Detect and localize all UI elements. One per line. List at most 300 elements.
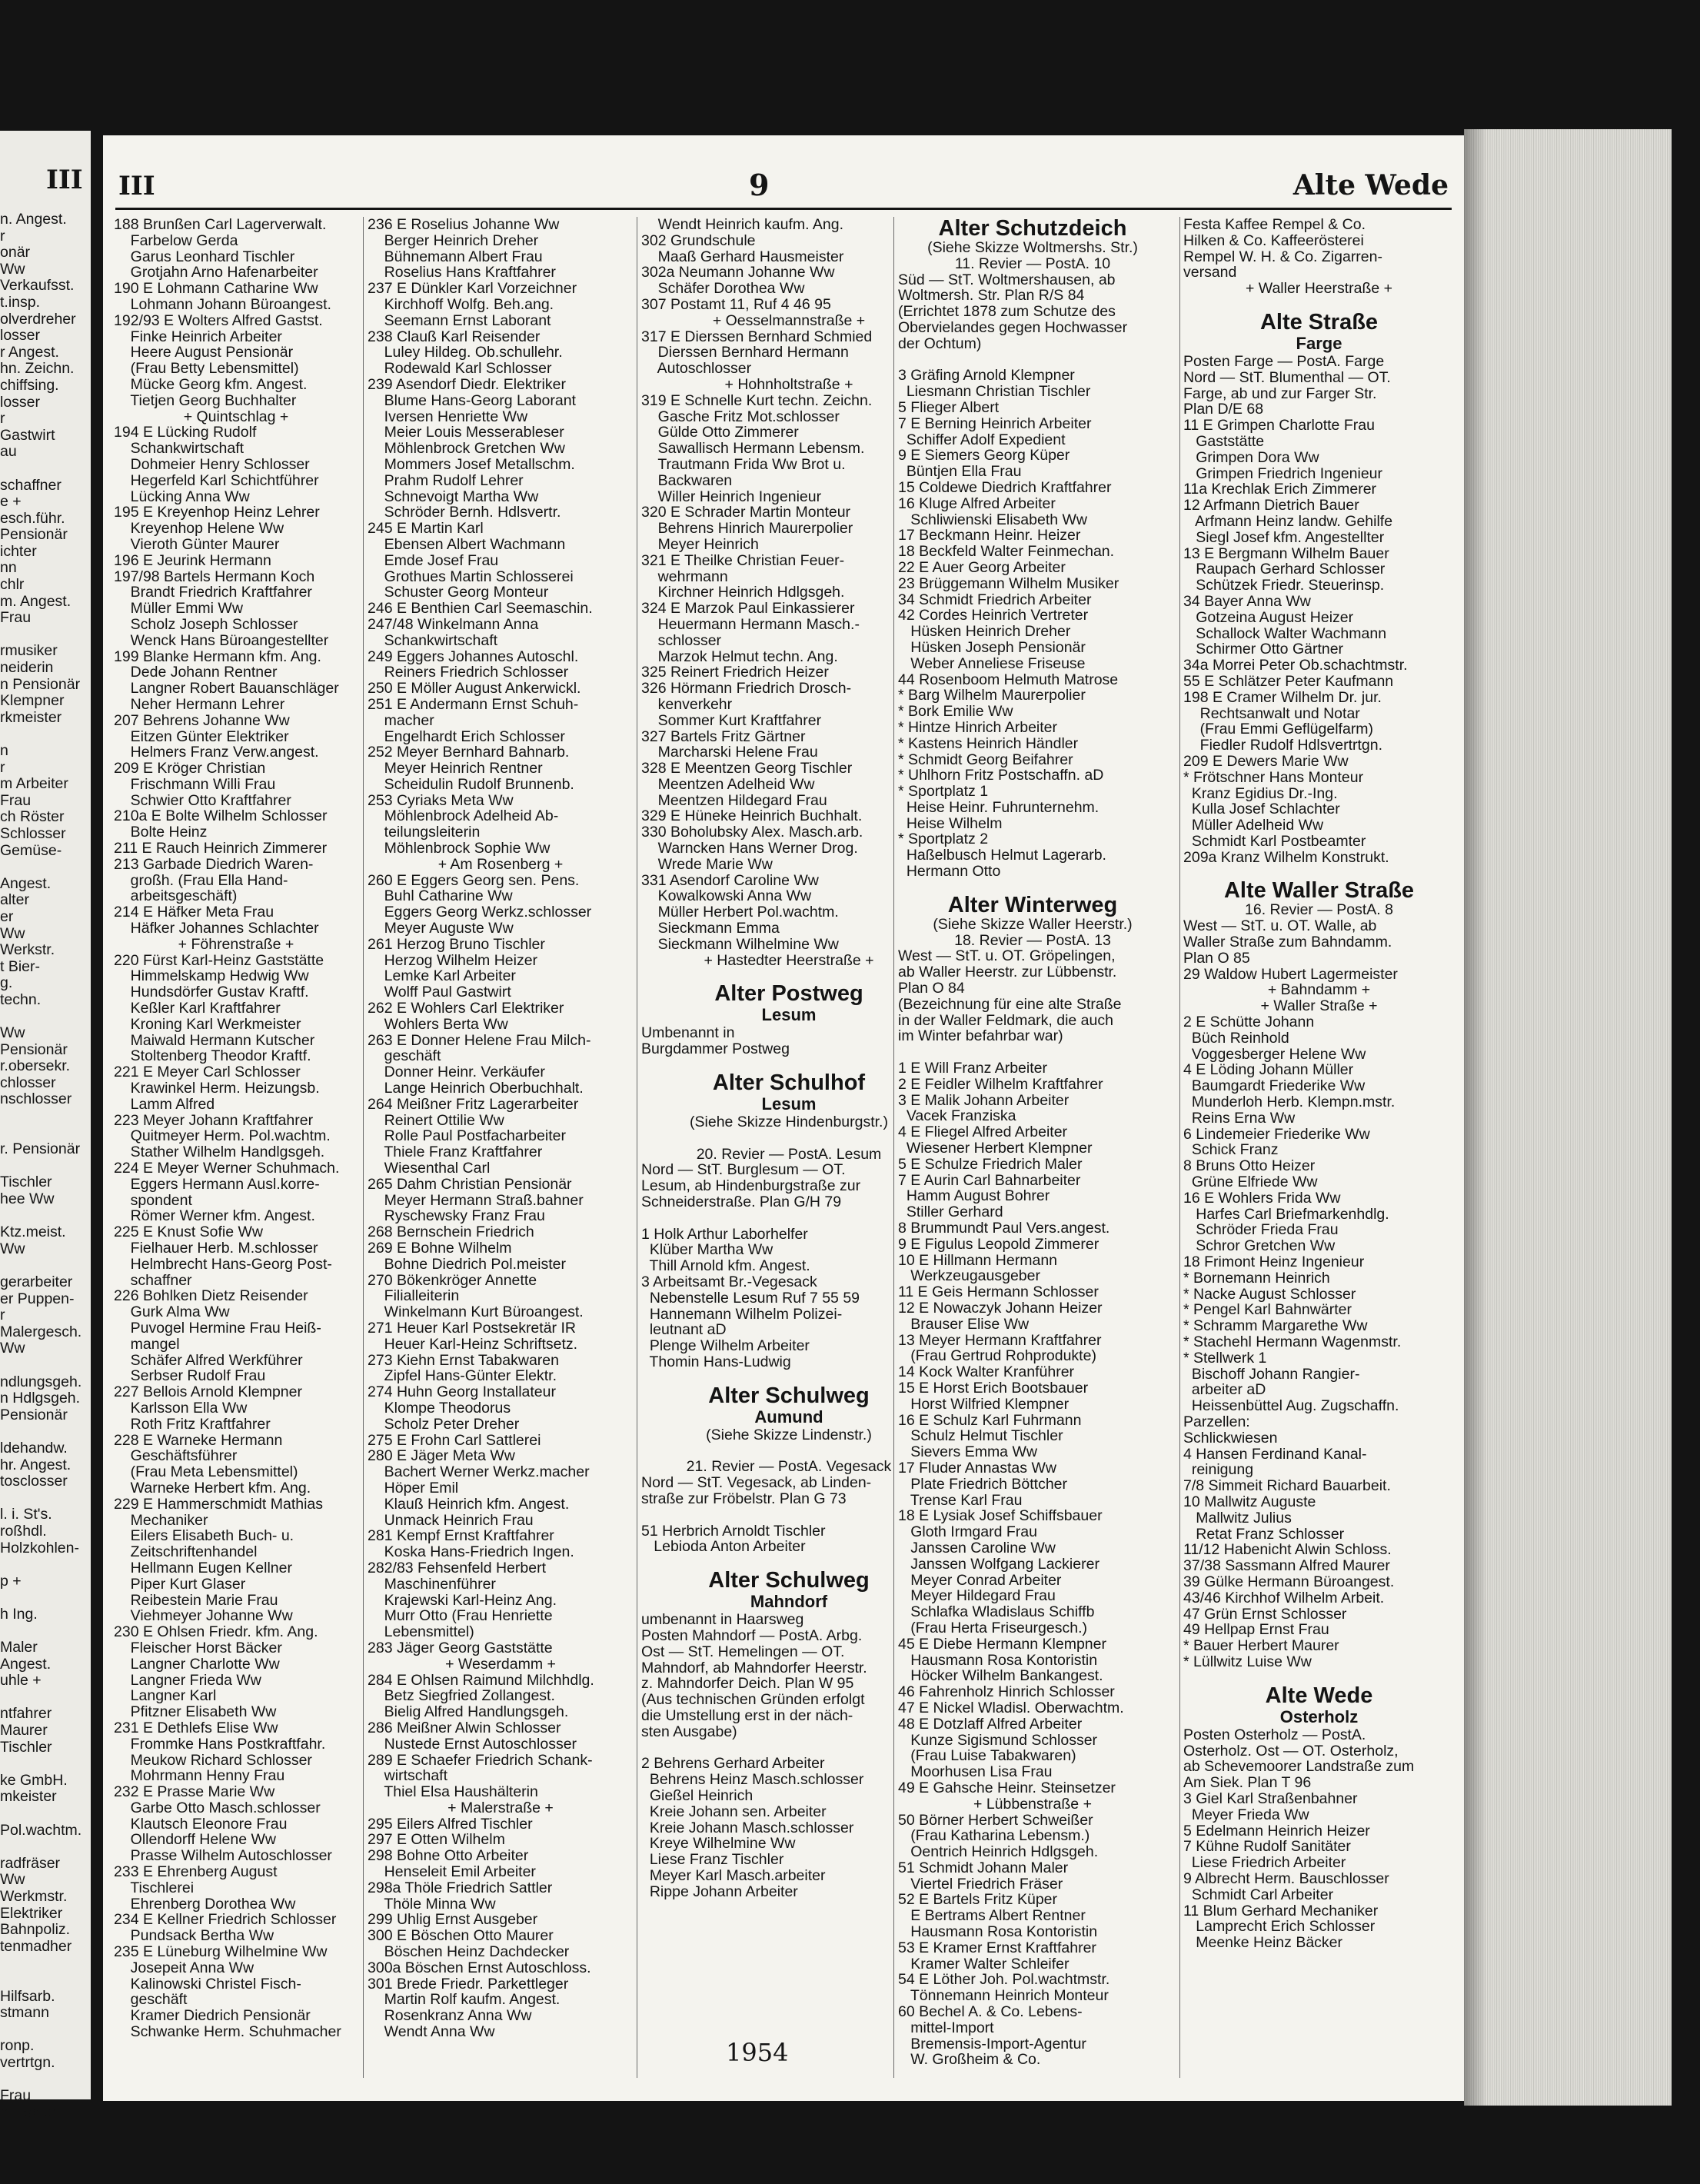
previous-page bbox=[0, 131, 91, 2121]
entry-line: 262 E Wohlers Carl Elektriker bbox=[368, 1000, 564, 1017]
previous-page-line: p + bbox=[0, 1572, 22, 1590]
entry-line: 188 Brunßen Carl Lagerverwalt. bbox=[114, 216, 327, 233]
entry-line: großh. (Frau Ella Hand- bbox=[114, 871, 288, 889]
entry-line: (Frau Katharina Lebensm.) bbox=[898, 1827, 1090, 1845]
previous-page-line bbox=[0, 461, 82, 478]
entry-line: 16. Revier — PostA. 8 bbox=[1245, 901, 1393, 919]
entry-line: Unmack Heinrich Frau bbox=[368, 1511, 534, 1529]
alte-waller-strasse-heading: Alte Waller Straße bbox=[1223, 878, 1415, 904]
entry-line: 236 E Roselius Johanne Ww bbox=[368, 216, 560, 233]
entry-line: 16 E Wohlers Frida Ww bbox=[1183, 1189, 1341, 1207]
previous-page-line: Tischler bbox=[0, 1738, 52, 1756]
entry-line: Gotzeina August Heizer bbox=[1183, 608, 1354, 626]
entry-line: 228 E Warneke Hermann bbox=[114, 1431, 283, 1449]
entry-line: Reiners Friedrich Schlosser bbox=[368, 664, 569, 681]
entry-line: Ost — StT. Hemelingen — OT. bbox=[641, 1643, 845, 1660]
entry-line: 234 E Kellner Friedrich Schlosser bbox=[114, 1911, 337, 1929]
entry-line: Wendt Heinrich kaufm. Ang. bbox=[641, 216, 844, 233]
entry-line: 214 E Häfker Meta Frau bbox=[114, 904, 274, 921]
entry-line: schaffner bbox=[114, 1271, 192, 1289]
entry-line: 3 E Malik Johann Arbeiter bbox=[898, 1091, 1070, 1109]
entry-line: 209a Kranz Wilhelm Konstrukt. bbox=[1183, 848, 1389, 866]
entry-line: z. Mahndorfer Deich. Plan W 95 bbox=[641, 1675, 854, 1693]
entry-line: Mahndorf, ab Mahndorfer Heerstr. bbox=[641, 1659, 867, 1676]
entry-line: Meentzen Adelheid Ww bbox=[641, 775, 815, 793]
entry-line: * Lüllwitz Luise Ww bbox=[1183, 1653, 1312, 1670]
entry-line: * Bork Emilie Ww bbox=[898, 703, 1013, 721]
entry-line: 307 Postamt 11, Ruf 4 46 95 bbox=[641, 295, 831, 313]
entry-line: Josepeit Anna Ww bbox=[114, 1959, 255, 1976]
entry-line: Scheidulin Rudolf Brunnenb. bbox=[368, 775, 574, 793]
entry-line: 16 Kluge Alfred Arbeiter bbox=[898, 494, 1056, 512]
entry-line: Plan O 84 bbox=[898, 980, 965, 997]
entry-line: Grothues Martin Schlosserei bbox=[368, 568, 574, 585]
entry-line: mangel bbox=[114, 1335, 180, 1353]
previous-page-line: Ww bbox=[0, 260, 25, 278]
entry-line: Dede Johann Rentner bbox=[114, 664, 278, 681]
entry-line: im Winter befahrbar war) bbox=[898, 1027, 1063, 1045]
entry-line: 20. Revier — PostA. Lesum bbox=[696, 1145, 882, 1163]
previous-page-line bbox=[0, 1972, 82, 1989]
entry-line: Waller Straße zum Bahndamm. bbox=[1183, 934, 1392, 951]
previous-page-line: Werkstr. bbox=[0, 941, 55, 959]
entry-line: Trense Karl Frau bbox=[898, 1491, 1023, 1509]
entry-line: Kowalkowski Anna Ww bbox=[641, 887, 812, 905]
entry-line: 302a Neumann Johanne Ww bbox=[641, 264, 835, 281]
entry-line: Bielig Alfred Handlungsgeh. bbox=[368, 1703, 569, 1721]
entry-line: 198 E Cramer Wilhelm Dr. jur. bbox=[1183, 688, 1382, 706]
entry-line: 326 Hörmann Friedrich Drosch- bbox=[641, 680, 852, 697]
column-divider bbox=[363, 217, 364, 2078]
entry-line: 14 Kock Walter Kranführer bbox=[898, 1363, 1075, 1381]
entry-line: 300a Böschen Ernst Autoschloss. bbox=[368, 1959, 591, 1976]
entry-line: Roselius Hans Kraftfahrer bbox=[368, 264, 556, 281]
previous-page-line: rmusiker bbox=[0, 642, 58, 660]
page-number: 9 bbox=[749, 168, 770, 202]
entry-line: Brandt Friedrich Kraftfahrer bbox=[114, 584, 312, 601]
entry-line: Meukow Richard Schlosser bbox=[114, 1751, 312, 1769]
entry-line: arbeiter aD bbox=[1183, 1381, 1266, 1399]
previous-page-line: Maurer bbox=[0, 1722, 48, 1740]
entry-line: * Frötschner Hans Monteur bbox=[1183, 768, 1364, 786]
entry-line: Buhl Catharine Ww bbox=[368, 887, 513, 905]
entry-line: Martin Rolf kaufm. Angest. bbox=[368, 1991, 561, 2009]
entry-line: 8 Brummundt Paul Vers.angest. bbox=[898, 1220, 1110, 1237]
entry-line bbox=[641, 1740, 936, 1756]
entry-line: Bühnemann Albert Frau bbox=[368, 248, 543, 265]
entry-line: Schlickwiesen bbox=[1183, 1429, 1278, 1447]
entry-line: Liese Friedrich Arbeiter bbox=[1183, 1854, 1346, 1872]
previous-page-line: n bbox=[0, 742, 8, 759]
entry-line: 270 Bökenkröger Annette bbox=[368, 1271, 537, 1289]
entry-line: 46 Fahrenholz Hinrich Schlosser bbox=[898, 1683, 1115, 1701]
entry-line: Stather Wilhelm Handlgsgeh. bbox=[114, 1144, 325, 1161]
previous-page-line: Hilfsarb. bbox=[0, 1987, 55, 2005]
entry-line: Posten Farge — PostA. Farge bbox=[1183, 352, 1385, 370]
entry-line: 209 E Kröger Christian bbox=[114, 760, 266, 777]
entry-line: 282/83 Fehsenfeld Herbert bbox=[368, 1559, 546, 1576]
entry-line: Ebensen Albert Wachmann bbox=[368, 535, 566, 553]
entry-line: Tönnemann Heinrich Monteur bbox=[898, 1987, 1109, 2005]
entry-line: Thill Arnold kfm. Angest. bbox=[641, 1257, 810, 1275]
entry-line: Sievers Emma Ww bbox=[898, 1443, 1037, 1461]
previous-page-line: Pensionär bbox=[0, 526, 68, 544]
entry-line: Möhlenbrock Adelheid Ab- bbox=[368, 807, 559, 825]
entry-line: Fiedler Rudolf Hdlsvertrtgn. bbox=[1183, 737, 1383, 754]
previous-page-line: ch Röster bbox=[0, 808, 65, 826]
entry-line: teilungsleiterin bbox=[368, 824, 481, 841]
entry-line: 221 E Meyer Carl Schlosser bbox=[114, 1064, 301, 1081]
previous-page-line: alter bbox=[0, 891, 29, 909]
previous-page-line: Schlosser bbox=[0, 824, 66, 842]
entry-line: straße zur Fröbelstr. Plan G 73 bbox=[641, 1490, 847, 1507]
entry-line: + Oesselmannstraße + bbox=[712, 311, 866, 329]
entry-line: Autoschlosser bbox=[641, 360, 752, 378]
entry-line: Mechaniker bbox=[114, 1511, 208, 1529]
entry-line: Bischoff Johann Rangier- bbox=[1183, 1365, 1360, 1383]
previous-page-line: uhle + bbox=[0, 1672, 42, 1690]
previous-page-line: esch.führ. bbox=[0, 509, 65, 527]
entry-line: Sommer Kurt Kraftfahrer bbox=[641, 711, 822, 729]
previous-page-line: neiderin bbox=[0, 659, 54, 677]
alte-wede-heading: Alte Wede bbox=[1265, 1683, 1373, 1708]
entry-line: Meyer Frieda Ww bbox=[1183, 1806, 1309, 1823]
entry-line: Meenke Heinz Bäcker bbox=[1183, 1934, 1343, 1952]
entry-line: Hellmann Eugen Kellner bbox=[114, 1559, 292, 1576]
entry-line: Römer Werner kfm. Angest. bbox=[114, 1207, 315, 1225]
entry-line: Eilers Elisabeth Buch- u. bbox=[114, 1527, 294, 1545]
entry-line: Wohlers Berta Ww bbox=[368, 1015, 508, 1033]
previous-page-line: Ww bbox=[0, 1871, 25, 1889]
entry-line: 47 E Nickel Wladisl. Oberwachtm. bbox=[898, 1699, 1124, 1716]
previous-page-line bbox=[0, 1108, 82, 1125]
entry-line: 5 Edelmann Heinrich Heizer bbox=[1183, 1822, 1370, 1839]
entry-line: E Bertrams Albert Rentner bbox=[898, 1907, 1086, 1925]
entry-line: 263 E Donner Helene Frau Milch- bbox=[368, 1031, 591, 1049]
previous-page-line: ndlungsgeh. bbox=[0, 1373, 82, 1390]
entry-line: + Am Rosenberg + bbox=[437, 855, 564, 873]
page-edges bbox=[1464, 129, 1672, 2106]
entry-line: 302 Grundschule bbox=[641, 231, 756, 249]
entry-line: Hundsdörfer Gustav Kraftf. bbox=[114, 984, 309, 1001]
entry-line: Finke Heinrich Arbeiter bbox=[114, 328, 282, 345]
entry-line: 298a Thöle Friedrich Sattler bbox=[368, 1879, 553, 1896]
entry-line: 15 Coldewe Diedrich Kraftfahrer bbox=[898, 478, 1112, 496]
entry-line: Klauß Heinrich kfm. Angest. bbox=[368, 1495, 570, 1513]
previous-page-line: h Ing. bbox=[0, 1605, 38, 1623]
entry-line: 15 E Horst Erich Bootsbauer bbox=[898, 1379, 1089, 1397]
entry-line: Plate Friedrich Böttcher bbox=[898, 1475, 1068, 1493]
entry-line: der Ochtum) bbox=[898, 335, 982, 352]
entry-line: Baumgardt Friederike Ww bbox=[1183, 1077, 1366, 1095]
previous-page-line: Gastwirt bbox=[0, 426, 55, 444]
previous-page-line: Ww bbox=[0, 1024, 25, 1042]
previous-page-line: Frau bbox=[0, 2087, 32, 2105]
entry-line: 9 Albrecht Herm. Bauschlosser bbox=[1183, 1869, 1389, 1887]
entry-line: 265 Dahm Christian Pensionär bbox=[368, 1175, 572, 1193]
entry-line: 5 E Schulze Friedrich Maler bbox=[898, 1155, 1083, 1173]
entry-line: Prahm Rudolf Lehrer bbox=[368, 471, 524, 489]
previous-page-line: Elektriker bbox=[0, 1904, 63, 1922]
entry-line: Sieckmann Emma bbox=[641, 920, 780, 937]
entry-line: Kramer Walter Schleifer bbox=[898, 1955, 1070, 1973]
entry-line: Henseleit Emil Arbeiter bbox=[368, 1863, 536, 1881]
entry-line: Gloth Irmgard Frau bbox=[898, 1523, 1037, 1541]
previous-page-line: nschlosser bbox=[0, 1090, 72, 1108]
entry-line: Schror Gretchen Ww bbox=[1183, 1237, 1336, 1255]
entry-line: Schäfer Alfred Werkführer bbox=[114, 1351, 303, 1369]
previous-page-line: onär bbox=[0, 244, 31, 261]
entry-line: 321 E Theilke Christian Feuer- bbox=[641, 551, 845, 569]
entry-line: + Lübbenstraße + bbox=[973, 1795, 1092, 1813]
alter-schutzdeich-heading: Alter Schutzdeich bbox=[938, 216, 1127, 241]
entry-line: Langner Robert Bauanschläger bbox=[114, 680, 339, 697]
previous-page-line: gerarbeiter bbox=[0, 1273, 73, 1290]
entry-line: 231 E Dethlefs Elise Ww bbox=[114, 1719, 278, 1736]
entry-line: Warneke Herbert kfm. Ang. bbox=[114, 1479, 311, 1497]
entry-line: Schäfer Dorothea Ww bbox=[641, 280, 805, 298]
entry-line: Filialleiterin bbox=[368, 1287, 460, 1305]
entry-line: 274 Huhn Georg Installateur bbox=[368, 1383, 556, 1401]
entry-line: Lücking Anna Ww bbox=[114, 488, 250, 505]
entry-line: 9 E Figulus Leopold Zimmerer bbox=[898, 1235, 1100, 1253]
previous-page-line: stmann bbox=[0, 2004, 49, 2022]
previous-page-line bbox=[0, 2022, 82, 2039]
previous-page-line: Frau bbox=[0, 609, 32, 627]
entry-line: 51 Schmidt Johann Maler bbox=[898, 1859, 1069, 1876]
entry-line: 11 Blum Gerhard Mechaniker bbox=[1183, 1902, 1379, 1919]
entry-line: Puvogel Hermine Frau Heiß- bbox=[114, 1319, 321, 1337]
entry-line: (Bezeichnung für eine alte Straße bbox=[898, 995, 1122, 1013]
entry-line: versand bbox=[1183, 264, 1237, 281]
entry-line: 3 Gräfing Arnold Klempner bbox=[898, 367, 1075, 385]
entry-line: Lebensmittel) bbox=[368, 1623, 474, 1641]
entry-line: 299 Uhlig Ernst Ausgeber bbox=[368, 1911, 538, 1929]
previous-page-line: rkmeister bbox=[0, 708, 62, 726]
entry-line: Heise Heinr. Fuhrunternehm. bbox=[898, 798, 1100, 816]
entry-line: die Umstellung erst in der näch- bbox=[641, 1706, 853, 1724]
entry-line: Dohmeier Henry Schlosser bbox=[114, 455, 310, 473]
previous-page-line: Frau bbox=[0, 791, 32, 809]
entry-line: Nustede Ernst Autoschlosser bbox=[368, 1735, 577, 1753]
previous-page-line: r bbox=[0, 227, 5, 245]
entry-line: Burgdammer Postweg bbox=[641, 1040, 790, 1058]
entry-line: 211 E Rauch Heinrich Zimmerer bbox=[114, 840, 328, 857]
entry-line: * Pengel Karl Bahnwärter bbox=[1183, 1301, 1352, 1319]
entry-line: 325 Reinert Friedrich Heizer bbox=[641, 664, 829, 681]
entry-line: Tischlerei bbox=[114, 1879, 195, 1896]
entry-line: Festa Kaffee Rempel & Co. bbox=[1183, 216, 1366, 233]
entry-line: 44 Rosenboom Helmuth Matrose bbox=[898, 671, 1119, 688]
entry-line: 49 Hellpap Ernst Frau bbox=[1183, 1621, 1329, 1639]
entry-line: Mommers Josef Metallschm. bbox=[368, 455, 575, 473]
entry-line: Roth Fritz Kraftfahrer bbox=[114, 1415, 271, 1433]
entry-line: Klompe Theodorus bbox=[368, 1399, 511, 1417]
entry-line: Raupach Gerhard Schlosser bbox=[1183, 561, 1386, 578]
entry-line: Retat Franz Schlosser bbox=[1183, 1525, 1345, 1543]
entry-line: Langner Karl bbox=[114, 1687, 217, 1705]
alter-winterweg-heading: Alter Winterweg bbox=[947, 892, 1118, 917]
entry-line: Murr Otto (Frau Henriette bbox=[368, 1607, 553, 1625]
entry-line: + Quintschlag + bbox=[183, 408, 289, 425]
entry-line: Lebioda Anton Arbeiter bbox=[641, 1538, 806, 1556]
entry-line: Behrens Hinrich Maurerpolier bbox=[641, 520, 853, 538]
entry-line: Schwier Otto Kraftfahrer bbox=[114, 791, 291, 809]
entry-line: Mohrmann Henny Frau bbox=[114, 1767, 285, 1785]
previous-page-line: ntfahrer bbox=[0, 1705, 52, 1723]
entry-line: 207 Behrens Johanne Ww bbox=[114, 711, 290, 729]
entry-line: umbenannt in Haarsweg bbox=[641, 1611, 804, 1629]
entry-line: Fielhauer Herb. M.schlosser bbox=[114, 1240, 318, 1257]
entry-line: 7 E Berning Heinrich Arbeiter bbox=[898, 414, 1092, 432]
entry-line: 11 E Grimpen Charlotte Frau bbox=[1183, 417, 1375, 434]
previous-page-line: ichter bbox=[0, 542, 37, 560]
entry-line: Stoltenberg Theodor Kraftf. bbox=[114, 1047, 311, 1065]
entry-line: 8 Bruns Otto Heizer bbox=[1183, 1157, 1316, 1175]
entry-line: leutnant aD bbox=[641, 1321, 727, 1339]
entry-line: 45 E Diebe Hermann Klempner bbox=[898, 1635, 1106, 1653]
entry-line: Maiwald Hermann Kutscher bbox=[114, 1031, 315, 1049]
entry-line: Behrens Heinz Masch.schlosser bbox=[641, 1771, 864, 1789]
entry-line: + Weserdamm + bbox=[445, 1655, 556, 1673]
entry-line: (Frau Herta Friseurgesch.) bbox=[898, 1619, 1087, 1636]
previous-page-line: vertrtgn. bbox=[0, 2053, 55, 2071]
entry-line: + Hastedter Heerstraße + bbox=[704, 951, 874, 969]
year-footer: 1954 bbox=[726, 2038, 789, 2067]
entry-line: Posten Mahndorf — PostA. Arbg. bbox=[641, 1626, 863, 1644]
entry-line: Frischmann Willi Frau bbox=[114, 775, 276, 793]
entry-line: 239 Asendorf Diedr. Elektriker bbox=[368, 375, 566, 393]
entry-line: Heere August Pensionär bbox=[114, 344, 294, 361]
entry-line: spondent bbox=[114, 1191, 192, 1209]
entry-line: 60 Bechel A. & Co. Lebens- bbox=[898, 2003, 1083, 2021]
entry-line: Gaststätte bbox=[1183, 432, 1265, 450]
entry-line: Oentrich Heinrich Hdlgsgeh. bbox=[898, 1843, 1099, 1861]
entry-line: 249 Eggers Johannes Autoschl. bbox=[368, 648, 579, 665]
entry-line: Müller Adelheid Ww bbox=[1183, 817, 1324, 834]
entry-line: 227 Bellois Arnold Klempner bbox=[114, 1383, 302, 1401]
entry-line: arbeitsgeschäft) bbox=[114, 887, 238, 905]
previous-page-line: Pensionär bbox=[0, 1406, 68, 1423]
entry-line: Scholz Joseph Schlosser bbox=[114, 615, 298, 633]
entry-line: Rolle Paul Postfacharbeiter bbox=[368, 1127, 566, 1145]
entry-line: 11. Revier — PostA. 10 bbox=[954, 255, 1111, 272]
entry-line: 238 Clauß Karl Reisender bbox=[368, 328, 541, 345]
entry-line: Marcharski Helene Frau bbox=[641, 744, 818, 761]
entry-line: Liesmann Christian Tischler bbox=[898, 383, 1091, 401]
entry-line: Bohne Diedrich Pol.meister bbox=[368, 1255, 566, 1273]
entry-line: Schliwienski Elisabeth Ww bbox=[898, 511, 1087, 528]
entry-line bbox=[641, 1507, 936, 1523]
entry-line: Höper Emil bbox=[368, 1479, 459, 1497]
entry-line: West — StT. u. OT. Gröpelingen, bbox=[898, 947, 1116, 965]
entry-line: Stiller Gerhard bbox=[898, 1204, 1003, 1221]
entry-line: 280 E Jäger Meta Ww bbox=[368, 1447, 515, 1465]
entry-line: Donner Heinr. Verkäufer bbox=[368, 1064, 545, 1081]
entry-line: Thöle Minna Ww bbox=[368, 1895, 496, 1913]
entry-line: * Schmidt Georg Beifahrer bbox=[898, 751, 1073, 768]
previous-page-line bbox=[0, 1806, 82, 1823]
entry-line: Kreie Johann sen. Arbeiter bbox=[641, 1803, 827, 1820]
entry-line: Seemann Ernst Laborant bbox=[368, 311, 551, 329]
entry-line: Schallock Walter Wachmann bbox=[1183, 624, 1387, 642]
entry-line: Parzellen: bbox=[1183, 1413, 1250, 1430]
entry-line: Eitzen Günter Elektriker bbox=[114, 727, 289, 745]
entry-line: Mücke Georg kfm. Angest. bbox=[114, 375, 308, 393]
entry-line: 261 Herzog Bruno Tischler bbox=[368, 935, 545, 953]
previous-page-line bbox=[0, 1590, 82, 1606]
entry-line: Schröder Frieda Frau bbox=[1183, 1221, 1339, 1239]
entry-line: Meyer Hermann Straß.bahner bbox=[368, 1191, 584, 1209]
entry-line: (Siehe Skizze Hindenburgstr.) bbox=[690, 1114, 888, 1131]
previous-page-line: r bbox=[0, 758, 5, 776]
entry-line: Hausmann Rosa Kontoristin bbox=[898, 1923, 1098, 1941]
entry-line: Grimpen Dora Ww bbox=[1183, 448, 1319, 466]
previous-page-line bbox=[0, 1257, 82, 1274]
previous-page-line: Klempner bbox=[0, 692, 65, 710]
entry-line: 286 Meißner Alwin Schlosser bbox=[368, 1719, 561, 1736]
entry-line: 210a E Bolte Wilhelm Schlosser bbox=[114, 807, 328, 825]
entry-line: macher bbox=[368, 711, 434, 729]
entry-line: 260 E Eggers Georg sen. Pens. bbox=[368, 871, 580, 889]
entry-line: Marzok Helmut techn. Ang. bbox=[641, 648, 838, 665]
entry-line: Langner Frieda Ww bbox=[114, 1671, 261, 1689]
alte-wede-district: Osterholz bbox=[1279, 1706, 1359, 1726]
previous-page-header: III bbox=[46, 165, 83, 195]
entry-line: 53 E Kramer Ernst Kraftfahrer bbox=[898, 1939, 1096, 1956]
entry-line: Sieckmann Wilhelmine Ww bbox=[641, 935, 839, 953]
entry-line: Serbser Rudolf Frau bbox=[114, 1367, 266, 1385]
entry-line: Hausmann Rosa Kontoristin bbox=[898, 1651, 1098, 1669]
entry-line: Hannemann Wilhelm Polizei- bbox=[641, 1305, 843, 1323]
entry-line: 17 Fluder Annastas Ww bbox=[898, 1459, 1056, 1477]
entry-line: Luley Hildeg. Ob.schullehr. bbox=[368, 344, 563, 361]
previous-page-line bbox=[0, 1690, 82, 1706]
entry-line: 7 E Aurin Carl Bahnarbeiter bbox=[898, 1171, 1081, 1189]
entry-line: + Malerstraße + bbox=[447, 1799, 554, 1816]
previous-page-line bbox=[0, 859, 82, 876]
entry-line: Langner Charlotte Ww bbox=[114, 1655, 280, 1673]
entry-line: Pundsack Bertha Ww bbox=[114, 1927, 274, 1945]
entry-line: 3 Arbeitsamt Br.-Vegesack bbox=[641, 1273, 817, 1291]
entry-line: 190 E Lohmann Catharine Ww bbox=[114, 280, 318, 298]
previous-page-line: ldehandw. bbox=[0, 1439, 68, 1457]
entry-line: 34 Bayer Anna Ww bbox=[1183, 592, 1311, 610]
entry-line: kenverkehr bbox=[641, 695, 733, 713]
entry-line: Harfes Carl Briefmarkenhdlg. bbox=[1183, 1205, 1389, 1223]
entry-line: Rodewald Karl Schlosser bbox=[368, 360, 552, 378]
entry-line: (Siehe Skizze Woltmershs. Str.) bbox=[927, 239, 1138, 256]
alter-schulweg-aumund-heading: Alter Schulweg bbox=[708, 1383, 870, 1408]
page-edge-shadow bbox=[1464, 129, 1487, 2106]
entry-line: Reinert Ottilie Ww bbox=[368, 1111, 504, 1129]
entry-line: 17 Beckmann Heinr. Heizer bbox=[898, 527, 1081, 544]
previous-page-line: r bbox=[0, 1307, 5, 1324]
entry-line: 18. Revier — PostA. 13 bbox=[954, 931, 1111, 949]
entry-line: Thiel Elsa Haushälterin bbox=[368, 1783, 538, 1801]
entry-line: 2 E Feidler Wilhelm Kraftfahrer bbox=[898, 1075, 1103, 1093]
entry-line: * Stellwerk 1 bbox=[1183, 1349, 1267, 1367]
previous-page-line: m. Angest. bbox=[0, 592, 72, 610]
entry-line: Kirchhoff Wolfg. Beh.ang. bbox=[368, 295, 554, 313]
entry-line: ab Waller Heerstr. zur Lübbenstr. bbox=[898, 964, 1117, 981]
entry-line: Tietjen Georg Buchhalter bbox=[114, 391, 297, 409]
previous-page-line bbox=[0, 1839, 82, 1856]
entry-line: Pfitzner Elisabeth Ww bbox=[114, 1703, 277, 1721]
column-5 bbox=[1183, 217, 1455, 2032]
entry-line: Helmers Franz Verw.angest. bbox=[114, 744, 319, 761]
entry-line: Janssen Wolfgang Lackierer bbox=[898, 1555, 1100, 1573]
